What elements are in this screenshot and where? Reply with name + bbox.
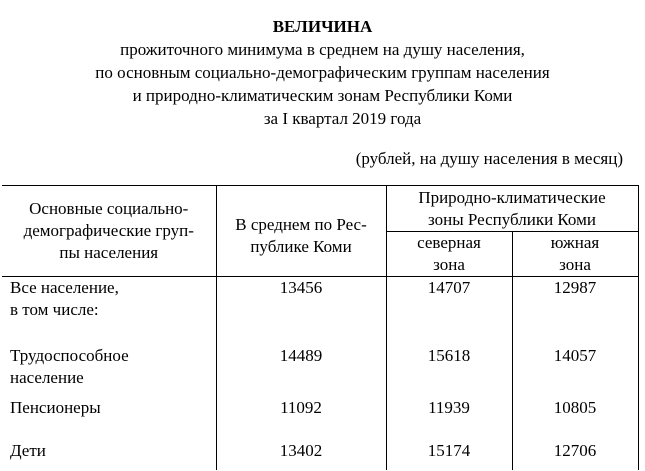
- subtitle-line-2: по основным социально-демографическим группам населения: [95, 63, 550, 82]
- row-label: Трудоспособное население: [2, 345, 216, 397]
- row-south: 14057: [512, 345, 638, 397]
- row-average: 14489: [216, 345, 386, 397]
- row-average: 11092: [216, 397, 386, 440]
- header-south: южная зона: [512, 232, 638, 277]
- table-row: [2, 277, 638, 345]
- subtitle-line-3: и природно-климатическим зонам Республики Коми: [132, 86, 513, 105]
- header-zones: Природно-климатические зоны Республики Коми: [386, 186, 638, 232]
- header-group: Основные социально- демографические груп- пы населения: [2, 186, 216, 277]
- row-north: 15174: [386, 440, 512, 470]
- header-north: северная зона: [386, 232, 512, 277]
- subtitle-line-1: прожиточного минимума в среднем на душу населения,: [120, 40, 525, 59]
- header-average: В среднем по Рес- публике Коми: [216, 186, 386, 277]
- document-title: ВЕЛИЧИНА: [272, 17, 373, 36]
- row-label: Пенсионеры: [2, 397, 216, 440]
- row-average: 13456: [216, 277, 386, 345]
- row-north: 11939: [386, 397, 512, 440]
- table-row: [2, 397, 638, 440]
- row-label: Все население, в том числе:: [2, 277, 216, 345]
- row-north: 14707: [386, 277, 512, 345]
- row-north: 15618: [386, 345, 512, 397]
- subsistence-table: [2, 185, 639, 470]
- subtitle-line-4: за I квартал 2019 года: [263, 109, 422, 128]
- row-south: 10805: [512, 397, 638, 440]
- table-row: [2, 440, 638, 470]
- row-south: 12987: [512, 277, 638, 345]
- units-note: (рублей, на душу населения в месяц): [355, 149, 623, 168]
- row-average: 13402: [216, 440, 386, 470]
- row-south: 12706: [512, 440, 638, 470]
- table-row: [2, 345, 638, 397]
- row-label: Дети: [2, 440, 216, 470]
